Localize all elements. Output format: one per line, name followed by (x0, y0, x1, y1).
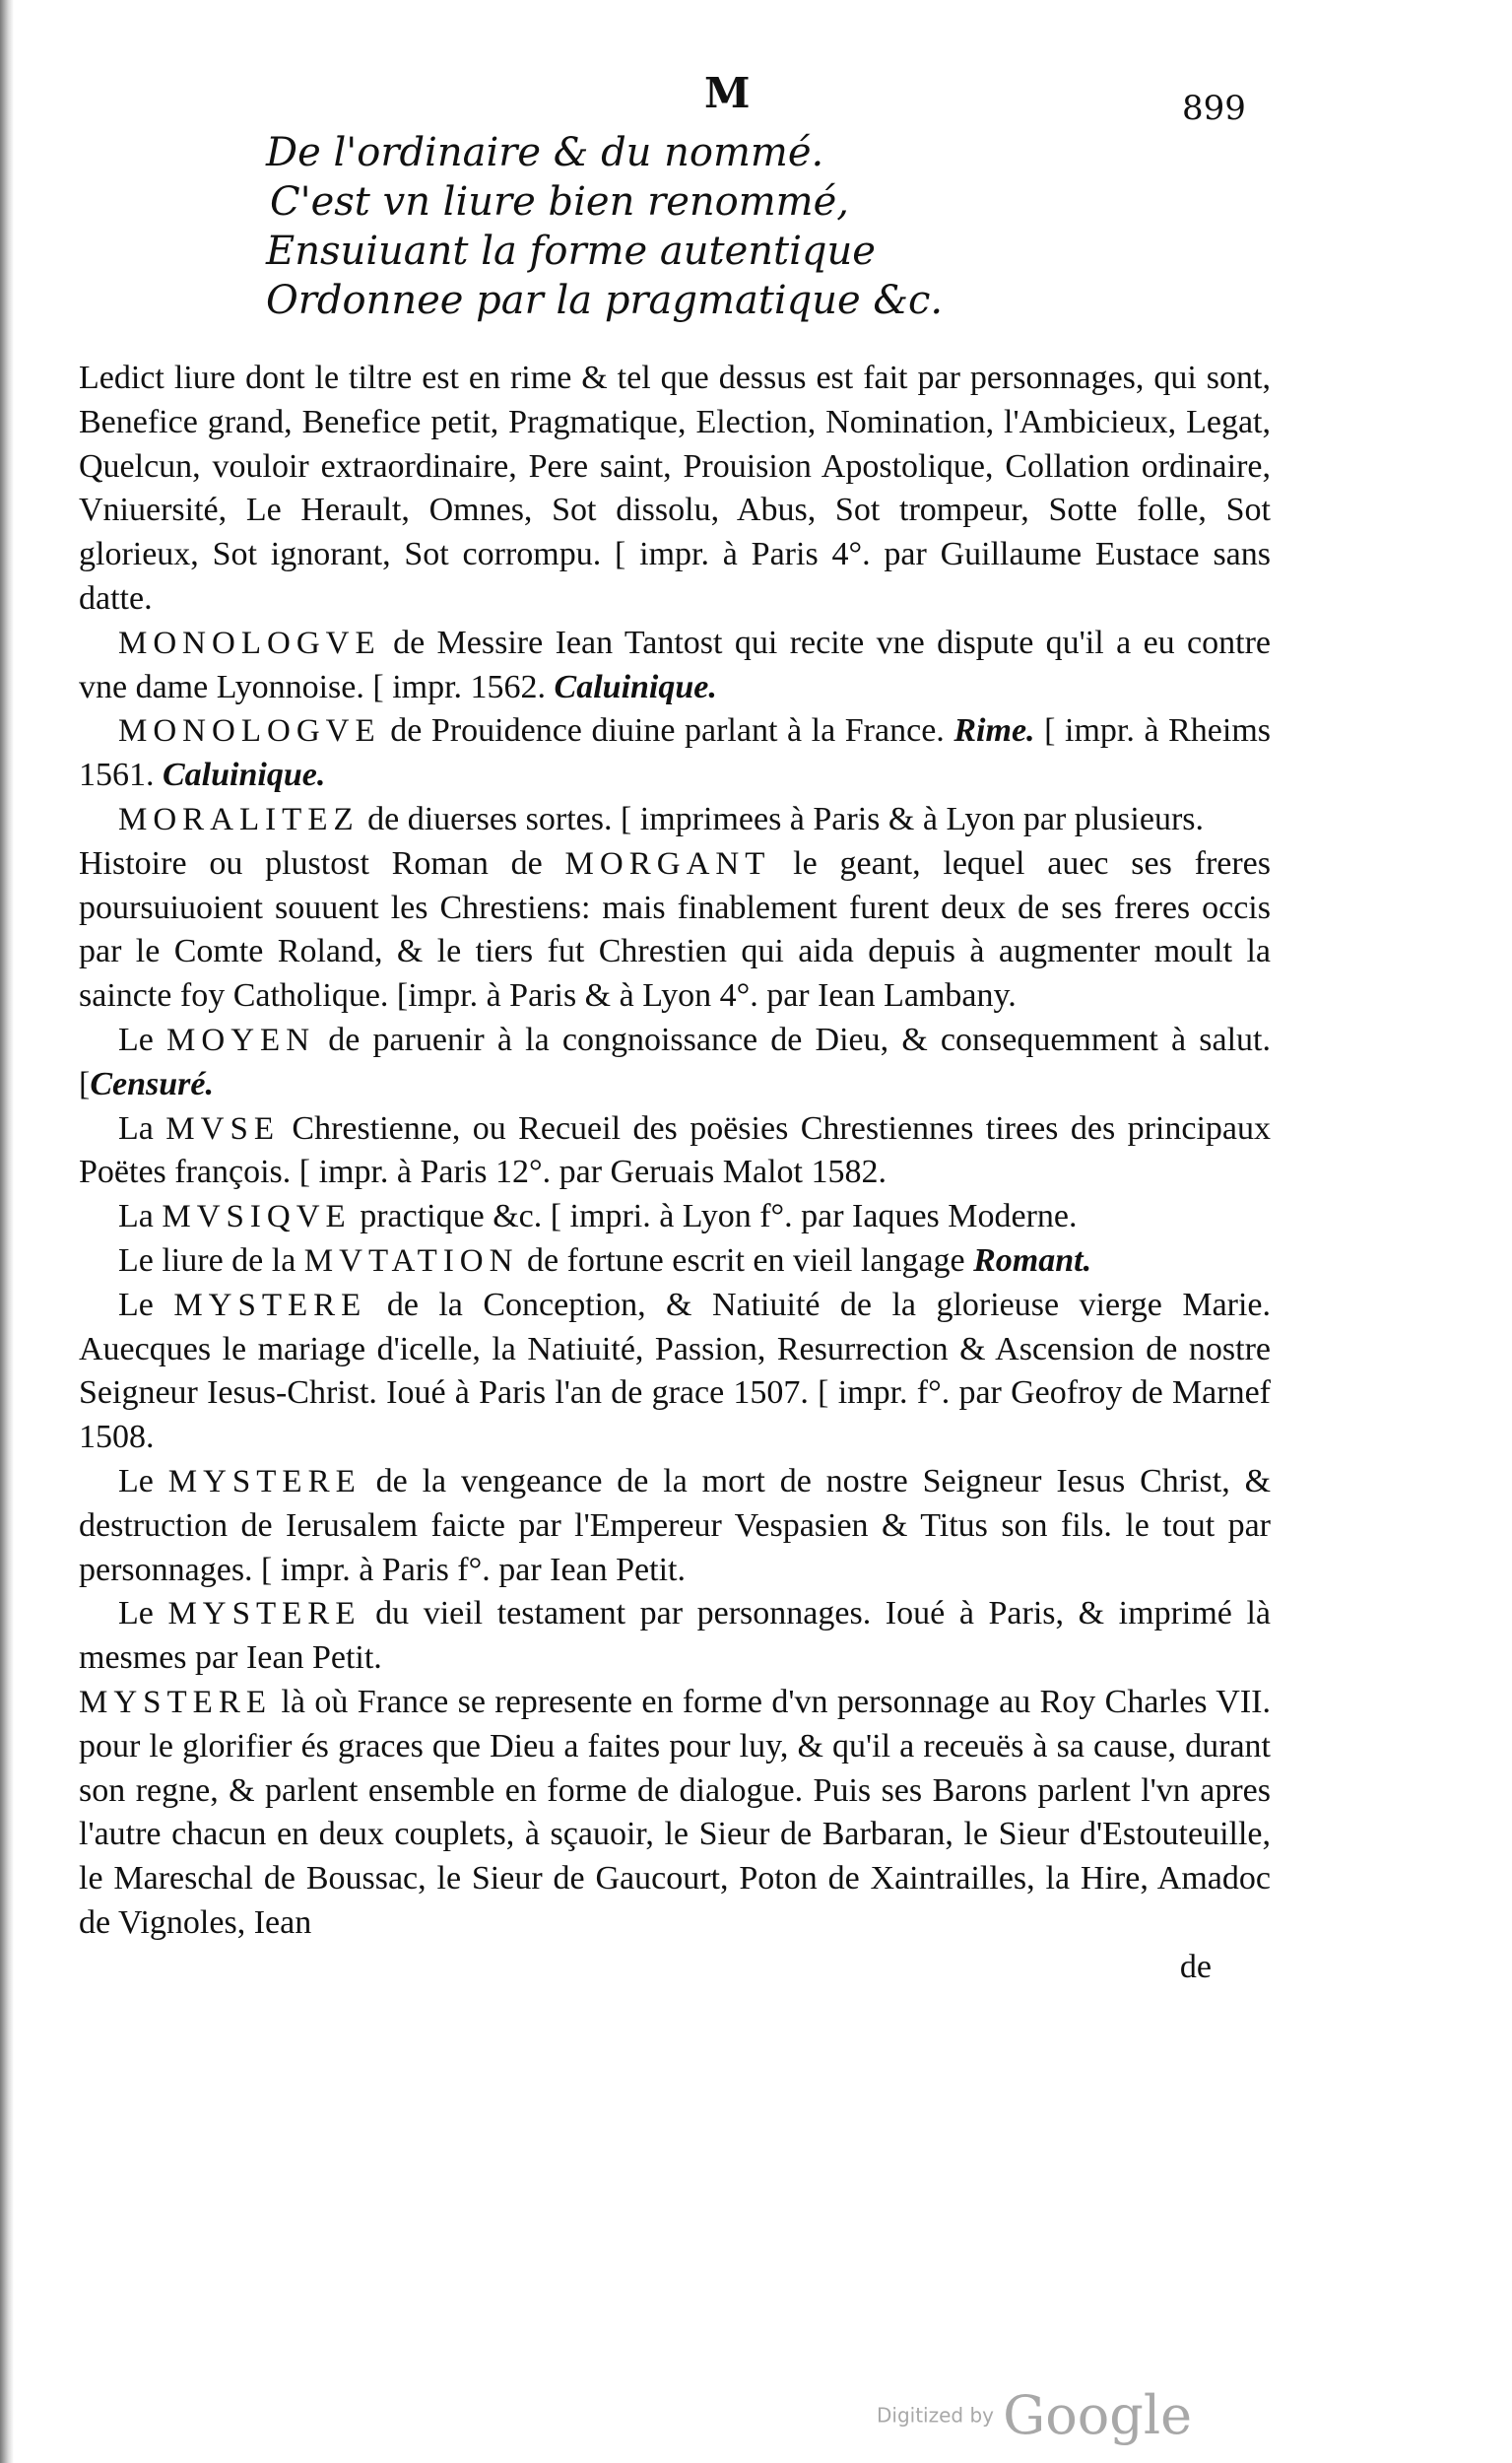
entry-text: de la vengeance de la mort de nostre Seigneur Iesus Christ, & destruction de Ierusalem faicte par l'Empereur Vespasien & Titus son fils. le tout par personnages. [ impr. à Paris f°. par Iean Petit. (79, 1462, 1272, 1588)
entry-paragraph (79, 1284, 1271, 1460)
verse-block (266, 128, 1152, 325)
entry-keyword: MYSTERE (173, 1287, 367, 1323)
entry-prefix: Histoire ou plustost Roman de (79, 844, 543, 882)
entry-text: [ impr. à Rheims 1561. (79, 712, 1272, 794)
entry-text: là où France se represente en forme d'vn personnage au Roy Charles VII. pour le glorifier és graces que Dieu a faites pour luy, & qu'il a receuës à sa cause, durant son regne, & parlent ensemble en forme de dialogue. Puis ses Barons parlent l'vn apres l'autre chacun en deux couplets, à sçauoir, le Sieur de Barbaran, le Sieur d'Estouteuille, le Mareschal de Boussac, le Sieur de Gaucourt, Poton de Xaintrailles, la Hire, Amadoc de Vignoles, Iean (79, 1683, 1271, 1941)
entry-paragraph (79, 1107, 1271, 1196)
entry-text: de la Conception, & Natiuité de la glorieuse vierge Marie. Auecques le mariage d'icelle, la Natiuité, Passion, Resurrection & Ascension de nostre Seigneur Iesus-Christ. Ioué à Paris l'an de grace 1507. [ impr. f°. par Geofroy de Marnef 1508. (79, 1286, 1272, 1456)
entry-paragraph (79, 798, 1271, 842)
entry-keyword: MONOLOGVE (118, 625, 381, 661)
entry-keyword: MYSTERE (79, 1684, 273, 1720)
entry-text: du vieil testament par personnages. Ioué à Paris, & imprimé là mesmes par Iean Petit. (79, 1595, 1272, 1677)
entry-text: Chrestienne, ou Recueil des poësies Chrestiennes tirees des principaux Poëtes françois. [ impr. à Paris 12°. par Geruais Malot 1582. (79, 1109, 1271, 1191)
catchword: de (1179, 1948, 1212, 1985)
entry-paragraph (79, 1592, 1271, 1681)
verse-line: Ensuiuant la forme autentique (266, 229, 876, 274)
entry-paragraph (79, 1460, 1271, 1592)
entry-paragraph (79, 357, 1271, 622)
entry-text: Ledict liure dont le tiltre est en rime & tel que dessus est fait par personnages, qui sont, Benefice grand, Benefice petit, Pragmatique, Election, Nomination, l'Ambicieux, Legat, Quelcun, vouloir extraordinaire, Pere saint, Prouision Apostolique, Collation ordinaire, Vniuersité, Le Herault, Omnes, Sot dissolu, Abus, Sot trompeur, Sotte folle, Sot glorieux, Sot ignorant, Sot corrompu. [ impr. à Paris 4°. par Guillaume Eustace sans datte. (79, 360, 1271, 617)
entry-keyword: MVTATION (303, 1242, 519, 1279)
entry-keyword: MVSIQVE (162, 1199, 352, 1235)
entry-keyword: MYSTERE (167, 1596, 362, 1632)
entry-keyword: MVSE (165, 1110, 280, 1147)
verse-line: Ordonnee par la pragmatique &c. (266, 278, 944, 323)
entry-tag: Caluinique. (554, 668, 717, 705)
entry-paragraph (79, 1195, 1271, 1239)
digitized-by-google-watermark (877, 2384, 1192, 2446)
watermark-small-text: Digitized by (877, 2403, 994, 2428)
entry-paragraph (79, 709, 1271, 798)
entry-prefix: Le (118, 1286, 154, 1323)
entry-prefix: Le (118, 1462, 154, 1499)
catalogue-entries (79, 357, 1271, 1989)
entry-paragraph (79, 1019, 1271, 1107)
entry-prefix: La (118, 1198, 154, 1235)
watermark-logo-text: Google (1003, 2384, 1193, 2446)
entry-prefix: La (118, 1109, 154, 1147)
entry-tag: Rime. (953, 712, 1035, 750)
entry-prefix: Le (118, 1021, 154, 1058)
verse-line: De l'ordinaire & du nommé. (266, 130, 824, 175)
entry-text: de Prouidence diuine parlant à la France. (390, 712, 945, 750)
entry-text: de paruenir à la congnoissance de Dieu, & consequemment à salut. [ (79, 1021, 1272, 1102)
entry-text: de fortune escrit en vieil langage (526, 1241, 965, 1279)
entry-paragraph (79, 842, 1271, 1019)
entry-paragraph (79, 1239, 1271, 1284)
page-edge-shadow (0, 0, 14, 2463)
entry-text: de diuerses sortes. [ imprimees à Paris & à Lyon par plusieurs. (367, 800, 1205, 837)
entry-keyword: MOYEN (166, 1022, 316, 1058)
entry-tag: Caluinique. (163, 757, 326, 794)
page-number: 899 (1182, 89, 1246, 128)
verse-line: C'est vn liure bien renommé, (270, 179, 849, 225)
entry-paragraph (79, 622, 1271, 710)
entry-paragraph (79, 1681, 1271, 1990)
entry-keyword: MORALITEZ (118, 801, 360, 837)
entry-keyword: MONOLOGVE (118, 713, 381, 750)
entry-tag: Censuré. (90, 1065, 214, 1102)
entry-text: le geant, lequel auec ses freres poursuiuoient souuent les Chrestiens: mais finablement furent deux de ses freres occis par le Comte Roland, & le tiers fut Chrestien qui aida depuis à augmenter moult la saincte foy Catholique. [impr. à Paris & à Lyon 4°. par Iean Lambany. (79, 844, 1272, 1015)
entry-prefix: Le liure de la (118, 1241, 296, 1279)
entry-text: practique &c. [ impri. à Lyon f°. par Iaques Moderne. (360, 1198, 1078, 1235)
entry-keyword: MYSTERE (167, 1463, 362, 1499)
entry-tag: Romant. (973, 1241, 1092, 1279)
running-header-letter: M (704, 69, 753, 117)
entry-keyword: MORGANT (564, 845, 771, 882)
entry-text: de Messire Iean Tantost qui recite vne dispute qu'il a eu contre vne dame Lyonnoise. [ impr. 1562. (79, 624, 1272, 705)
entry-prefix: Le (118, 1595, 154, 1632)
